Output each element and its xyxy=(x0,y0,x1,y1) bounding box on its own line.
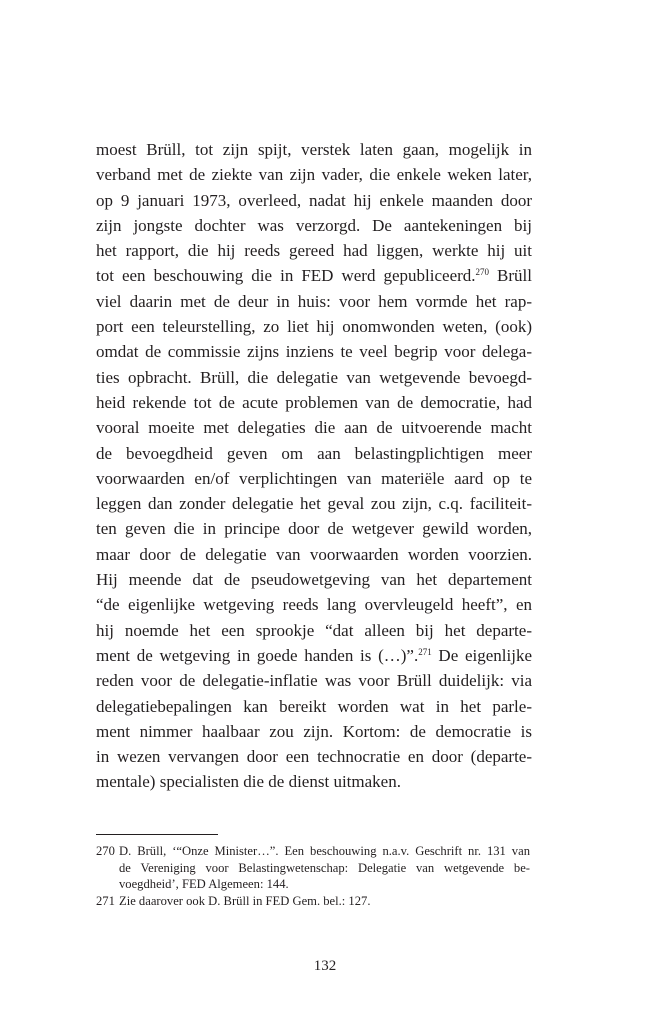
text-line: ment nimmer haalbaar zou zijn. Kortom: de democratie is xyxy=(96,721,532,741)
text-line: het rapport, die hij reeds gereed had liggen, werkte hij uit xyxy=(96,241,532,261)
text-line: omdat de commissie zijns inziens te veel begrip voor delega- xyxy=(96,342,532,362)
text-line: vooral moeite met delegaties die aan de uitvoerende macht xyxy=(96,418,532,438)
text-line: Hij meende dat de pseudowetgeving van het departement xyxy=(96,570,532,590)
text-line: leggen dan zonder delegatie het geval zou zijn, c.q. faciliteit- xyxy=(96,494,532,514)
footnote-number: 271 xyxy=(96,893,115,908)
footnote-line: D. Brüll, ‘“Onze Minister…”. Een beschouwing n.a.v. Geschrift nr. 131 van xyxy=(119,844,530,858)
footnote-reference[interactable]: 270 xyxy=(475,267,490,278)
text-line: reden voor de delegatie-inflatie was voor Brüll duidelijk: via xyxy=(96,671,532,691)
text-line: de bevoegdheid geven om aan belastingplichtigen meer xyxy=(96,443,532,463)
text-line: hij noemde het een sprookje “dat alleen bij het departe- xyxy=(96,620,532,640)
text-line: tot een beschouwing die in FED werd gepubliceerd.$^{270}$ Brüll xyxy=(96,266,532,286)
text-line: verband met de ziekte van zijn vader, die enkele weken later, xyxy=(96,165,532,185)
text-line: ties opbracht. Brüll, die delegatie van wetgevende bevoegd- xyxy=(96,367,532,387)
text-line: maar door de delegatie van voorwaarden worden voorzien. xyxy=(96,544,532,564)
text-line: zijn jongste dochter was verzorgd. De aantekeningen bij xyxy=(96,215,532,235)
text-line: ten geven die in principe door de wetgever gewild worden, xyxy=(96,519,532,539)
text-line: viel daarin met de deur in huis: voor hem vormde het rap- xyxy=(96,291,532,311)
text-line: op 9 januari 1973, overleed, nadat hij enkele maanden door xyxy=(96,190,532,210)
text-line: mentale) specialisten die de dienst uitmaken. xyxy=(96,772,401,792)
text-line: ment de wetgeving in goede handen is (…)”.$^{271}$ De eigenlijke xyxy=(96,645,532,665)
text-line: in wezen vervangen door een technocratie en door (departe- xyxy=(96,747,532,767)
footnote xyxy=(96,893,530,910)
footnote xyxy=(96,843,530,893)
text-line: port een teleurstelling, zo liet hij onomwonden weten, (ook) xyxy=(96,317,532,337)
footnotes xyxy=(96,843,530,909)
footnote-line: Zie daarover ook D. Brüll in FED Gem. bel.: 127. xyxy=(119,893,371,908)
text-line: “de eigenlijke wetgeving reeds lang overvleugeld heeft”, en xyxy=(96,595,532,615)
text-line: delegatiebepalingen kan bereikt worden wat in het parle- xyxy=(96,696,532,716)
footnote-number: 270 xyxy=(96,844,115,858)
footnote-separator xyxy=(96,834,218,835)
text-line: moest Brüll, tot zijn spijt, verstek laten gaan, mogelijk in xyxy=(96,140,532,159)
footnote-line: voegdheid’, FED Algemeen: 144. xyxy=(119,877,289,892)
footnote-line: de Vereniging voor Belastingwetenschap: Delegatie van wetgevende be- xyxy=(119,860,530,875)
footnote-reference[interactable]: 271 xyxy=(418,646,432,657)
text-line: voorwaarden en/of verplichtingen van materiële aard op te xyxy=(96,468,532,488)
body-text xyxy=(96,137,532,795)
text-line: heid rekende tot de acute problemen van de democratie, had xyxy=(96,392,532,412)
page-number: 132 xyxy=(313,958,337,974)
